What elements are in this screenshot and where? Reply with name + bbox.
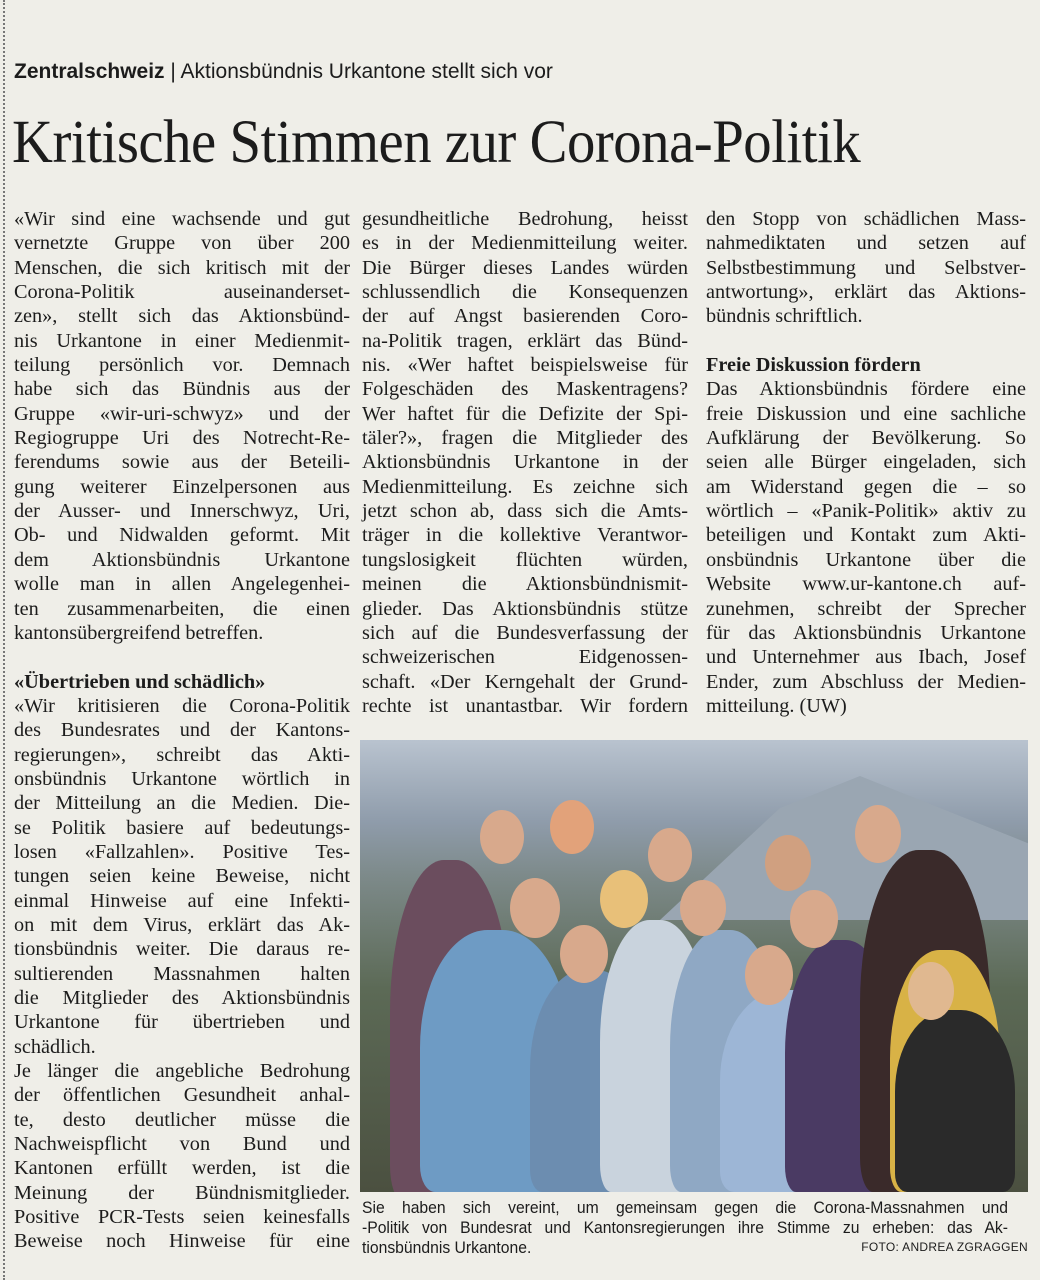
photo-person [790,890,838,948]
text-line: Aktionsbündnis Urkantone in der [362,451,688,474]
text-line: Aufklärung der Bevölkerung. So [706,427,1026,450]
text-line: jetzt schon ab, dass sich die Amts- [362,500,688,523]
text-line: schädlich. [14,1035,96,1058]
text-line: sich auf die Bundesverfassung der [362,621,688,644]
text-line: sultierenden Massnahmen halten [14,962,350,985]
text-line: Meinung der Bündnismitglieder. [14,1181,350,1204]
paragraph [362,207,688,718]
text-line: am Widerstand gegen die – so [706,475,1026,498]
text-line: nis Urkantone in einer Medienmit- [14,329,350,352]
text-line: Urkantone für übertrieben und [14,1011,350,1034]
text-line: Ob- und Nidwalden geformt. Mit [14,524,350,547]
text-line: nahmediktaten und setzen auf [706,232,1026,255]
article-column-3 [706,207,1026,718]
photo-person [680,880,726,936]
text-line: der auf Angst basierenden Coro- [362,305,688,328]
text-line: gesundheitliche Bedrohung, heisst [362,208,688,230]
paragraph [706,377,1026,718]
text-line: regierungen», schreibt das Akti- [14,743,350,766]
caption-line: Sie haben sich vereint, um gemeinsam gegen die Corona-Massnahmen und [362,1199,1009,1217]
photo-person [765,835,811,891]
text-line: Die Bürger dieses Landes würden [362,256,688,279]
caption-line: -Politik von Bundesrat und Kantonsregierungen ihre Stimme zu erheben: das Ak- [362,1219,1009,1237]
text-line: bündnis schriftlich. [706,305,863,328]
group-photo [360,740,1028,1192]
section-label: Zentralschweiz [14,60,165,83]
text-line: rechte ist unantastbar. Wir fordern [362,694,688,717]
text-line: Ender, zum Abschluss der Medien- [706,670,1026,693]
text-line: die Mitglieder des Aktionsbündnis [14,987,350,1009]
photo-person [510,878,560,938]
text-line: Selbstbestimmung und Selbstver- [706,256,1026,279]
text-line: dem Aktionsbündnis Urkantone [14,548,350,571]
text-line: meinen die Aktionsbündnismit- [362,573,688,596]
text-line: zunehmen, schreibt der Sprecher [706,597,1026,620]
kicker [14,60,553,84]
photo-person [908,962,954,1020]
text-line: Das Aktionsbündnis fördere eine [706,378,1026,401]
text-line: der Ausser- und Innerschwyz, Uri, [14,500,350,523]
subheading: «Übertrieben und schädlich» [14,670,266,693]
text-line: der Mitteilung an die Medien. Die- [14,792,350,815]
text-line: Kantonen erfüllt werden, ist die [14,1157,350,1180]
text-line: nis. «Wer haftet beispielsweise für [362,354,688,377]
text-line: und Unternehmer aus Ibach, Josef [706,646,1026,669]
photo-person [550,800,594,854]
photo-person [648,828,692,882]
article-column-1 [14,207,350,1254]
text-line: Medienmitteilung. Es zeichne sich [362,475,688,498]
text-line: wörtlich – «Panik-Politik» aktiv zu [706,500,1026,523]
caption-line: tionsbündnis Urkantone. [362,1239,532,1257]
text-line: habe sich das Bündnis aus der [14,378,350,401]
text-line: Corona-Politik auseinanderset- [14,281,350,304]
clipping-edge [3,0,5,1280]
text-line: es in der Medienmitteilung weiter. [362,232,688,255]
text-line: «Wir sind eine wachsende und gut [14,208,350,230]
text-line: für das Aktionsbündnis Urkantone [706,621,1026,644]
text-line: Website www.ur-kantone.ch auf- [706,573,1026,596]
text-line: tungen seien keine Beweise, nicht [14,865,350,888]
photo-person [745,945,793,1005]
text-line: tionsbündnis weiter. Die daraus re- [14,938,350,961]
photo-person [480,810,524,864]
text-line: kantonsübergreifend betreffen. [14,621,264,644]
article-column-2 [362,207,688,718]
photo-person [600,870,648,928]
text-line: beteiligen und Kontakt zum Akti- [706,524,1026,547]
text-line: na-Politik tragen, erklärt das Bünd- [362,329,688,352]
text-line: onsbündnis Urkantone wörtlich in [14,767,350,790]
text-line: ferendums sowie aus der Beteili- [14,451,350,474]
text-line: glieder. Das Aktionsbündnis stütze [362,597,688,620]
text-line: Folgeschäden des Maskentragens? [362,378,688,401]
text-line: der öffentlichen Gesundheit anhal- [14,1084,350,1107]
text-line: antwortung», erklärt das Aktions- [706,281,1026,304]
text-line: täler?», fragen die Mitglieder des [362,427,688,450]
text-line: Je länger die angebliche Bedrohung [14,1060,350,1083]
text-line: ten zusammenarbeiten, die einen [14,597,350,620]
text-line: losen «Fallzahlen». Positive Tes- [14,840,350,863]
text-line: Nachweispflicht von Bund und [14,1133,350,1156]
kicker-separator: | [164,60,181,83]
text-line: gung weiterer Einzelpersonen aus [14,475,350,498]
text-line: freie Diskussion und eine sachliche [706,402,1026,425]
text-line: träger in die kollektive Verantwor- [362,524,688,547]
paragraph-gap [14,645,350,669]
paragraph [14,207,350,645]
text-line: den Stopp von schädlichen Mass- [706,208,1026,230]
text-line: zen», stellt sich das Aktionsbünd- [14,305,350,328]
text-line: des Bundesrates und der Kantons- [14,719,350,742]
kicker-topic: Aktionsbündnis Urkantone stellt sich vor [180,60,553,83]
text-line: Positive PCR-Tests seien keinesfalls [14,1206,350,1229]
text-line: Gruppe «wir-uri-schwyz» und der [14,402,350,425]
text-line: Beweise noch Hinweise für eine [14,1230,350,1253]
subheading: Freie Diskussion fördern [706,354,921,377]
text-line: mitteilung. (UW) [706,694,847,717]
text-line: vernetzte Gruppe von über 200 [14,232,350,255]
paragraph [14,1059,350,1254]
text-line: «Wir kritisieren die Corona-Politik [14,694,350,717]
text-line: einmal Hinweise auf eine Infekti- [14,889,350,912]
text-line: onsbündnis Urkantone über die [706,548,1026,571]
text-line: Menschen, die sich kritisch mit der [14,256,350,279]
paragraph [706,207,1026,329]
text-line: schweizerischen Eidgenossen- [362,646,688,669]
text-line: Regiogruppe Uri des Notrecht-Re- [14,427,350,450]
text-line: Wer haftet für die Defizite der Spi- [362,402,688,425]
photo-person [855,805,901,863]
headline: Kritische Stimmen zur Corona-Politik [12,109,861,176]
text-line: on mit dem Virus, erklärt das Ak- [14,913,350,936]
paragraph-gap [706,329,1026,353]
paragraph [14,694,350,1059]
text-line: tungslosigkeit flüchten würden, [362,548,688,571]
text-line: schaft. «Der Kerngehalt der Grund- [362,670,688,693]
photo-credit: FOTO: ANDREA ZGRAGGEN [861,1240,1028,1254]
photo-person [560,925,608,983]
photo-person [895,1010,1015,1192]
text-line: teilung persönlich vor. Demnach [14,354,350,377]
text-line: te, desto deutlicher müsse die [14,1108,350,1131]
text-line: se Politik basiere auf bedeutungs- [14,816,350,839]
text-line: wolle man in allen Angelegenhei- [14,573,350,596]
text-line: schlussendlich die Konsequenzen [362,281,688,304]
text-line: seien alle Bürger eingeladen, sich [706,451,1026,474]
